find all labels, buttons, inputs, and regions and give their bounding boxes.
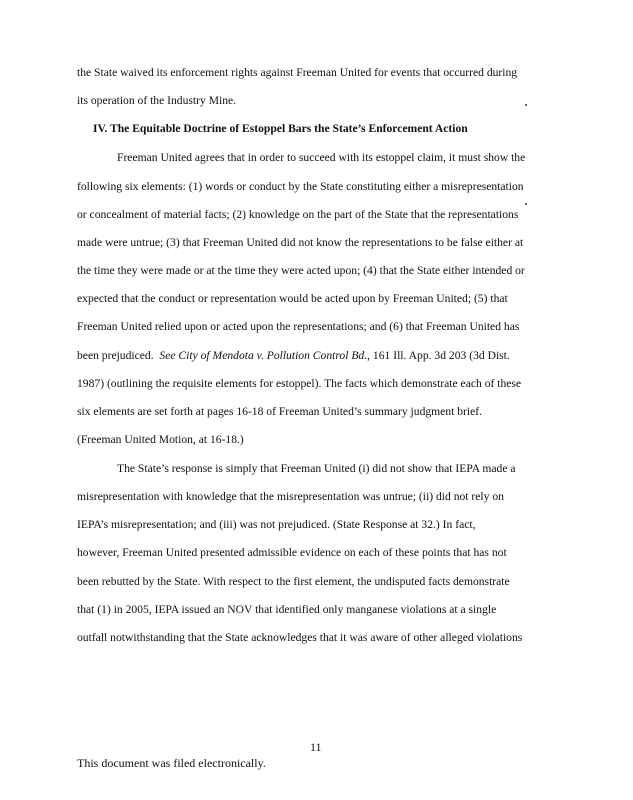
text-line: (Freeman United Motion, at 16-18.) [77,433,244,446]
case-citation: See City of Mendota v. Pollution Control Bd. [159,349,368,362]
text-line: its operation of the Industry Mine. [77,94,237,107]
text-line: The State’s response is simply that Freeman United (i) did not show that IEPA made a [117,462,516,475]
text-line: six elements are set forth at pages 16-18 of Freeman United’s summary judgment brief. [77,405,483,418]
text-line: Freeman United relied upon or acted upon the representations; and (6) that Freeman United has [77,320,520,333]
text-line: following six elements: (1) words or conduct by the State constituting either a misrepresentation [77,180,524,193]
text-line: the State waived its enforcement rights against Freeman United for events that occurred during [77,66,518,79]
text-line: IEPA’s misrepresentation; and (iii) was not prejudiced. (State Response at 32.) In fact, [77,518,476,531]
text-line: outfall notwithstanding that the State acknowledges that it was aware of other alleged violations [77,631,523,644]
text-line: made were untrue; (3) that Freeman United did not know the representations to be false either at [77,236,524,249]
text-span: been prejudiced. [77,349,154,362]
section-heading: IV. The Equitable Doctrine of Estoppel Bars the State’s Enforcement Action [93,122,468,135]
page-number: 11 [310,740,322,754]
text-line: that (1) in 2005, IEPA issued an NOV that identified only manganese violations at a single [77,603,497,616]
text-line: been rebutted by the State. With respect to the first element, the undisputed facts demonstrate [77,575,510,588]
citation-line [77,349,567,363]
text-line: 1987) (outlining the requisite elements for estoppel). The facts which demonstrate each of these [77,377,522,390]
citation-rest: , 161 Ill. App. 3d 203 (3d Dist. [367,349,510,362]
text-line: the time they were made or at the time they were acted upon; (4) that the State either intended or [77,264,525,277]
text-line: expected that the conduct or representation would be acted upon by Freeman United; (5) that [77,292,508,305]
scan-speck [525,203,527,205]
footer-text: This document was filed electronically. [77,756,266,770]
text-line: however, Freeman United presented admissible evidence on each of these points that has not [77,546,507,559]
scan-speck [525,104,527,106]
text-line: or concealment of material facts; (2) knowledge on the part of the State that the representations [77,208,519,221]
text-line: misrepresentation with knowledge that the misrepresentation was untrue; (ii) did not rely on [77,490,504,503]
text-line: Freeman United agrees that in order to succeed with its estoppel claim, it must show the [117,151,526,164]
